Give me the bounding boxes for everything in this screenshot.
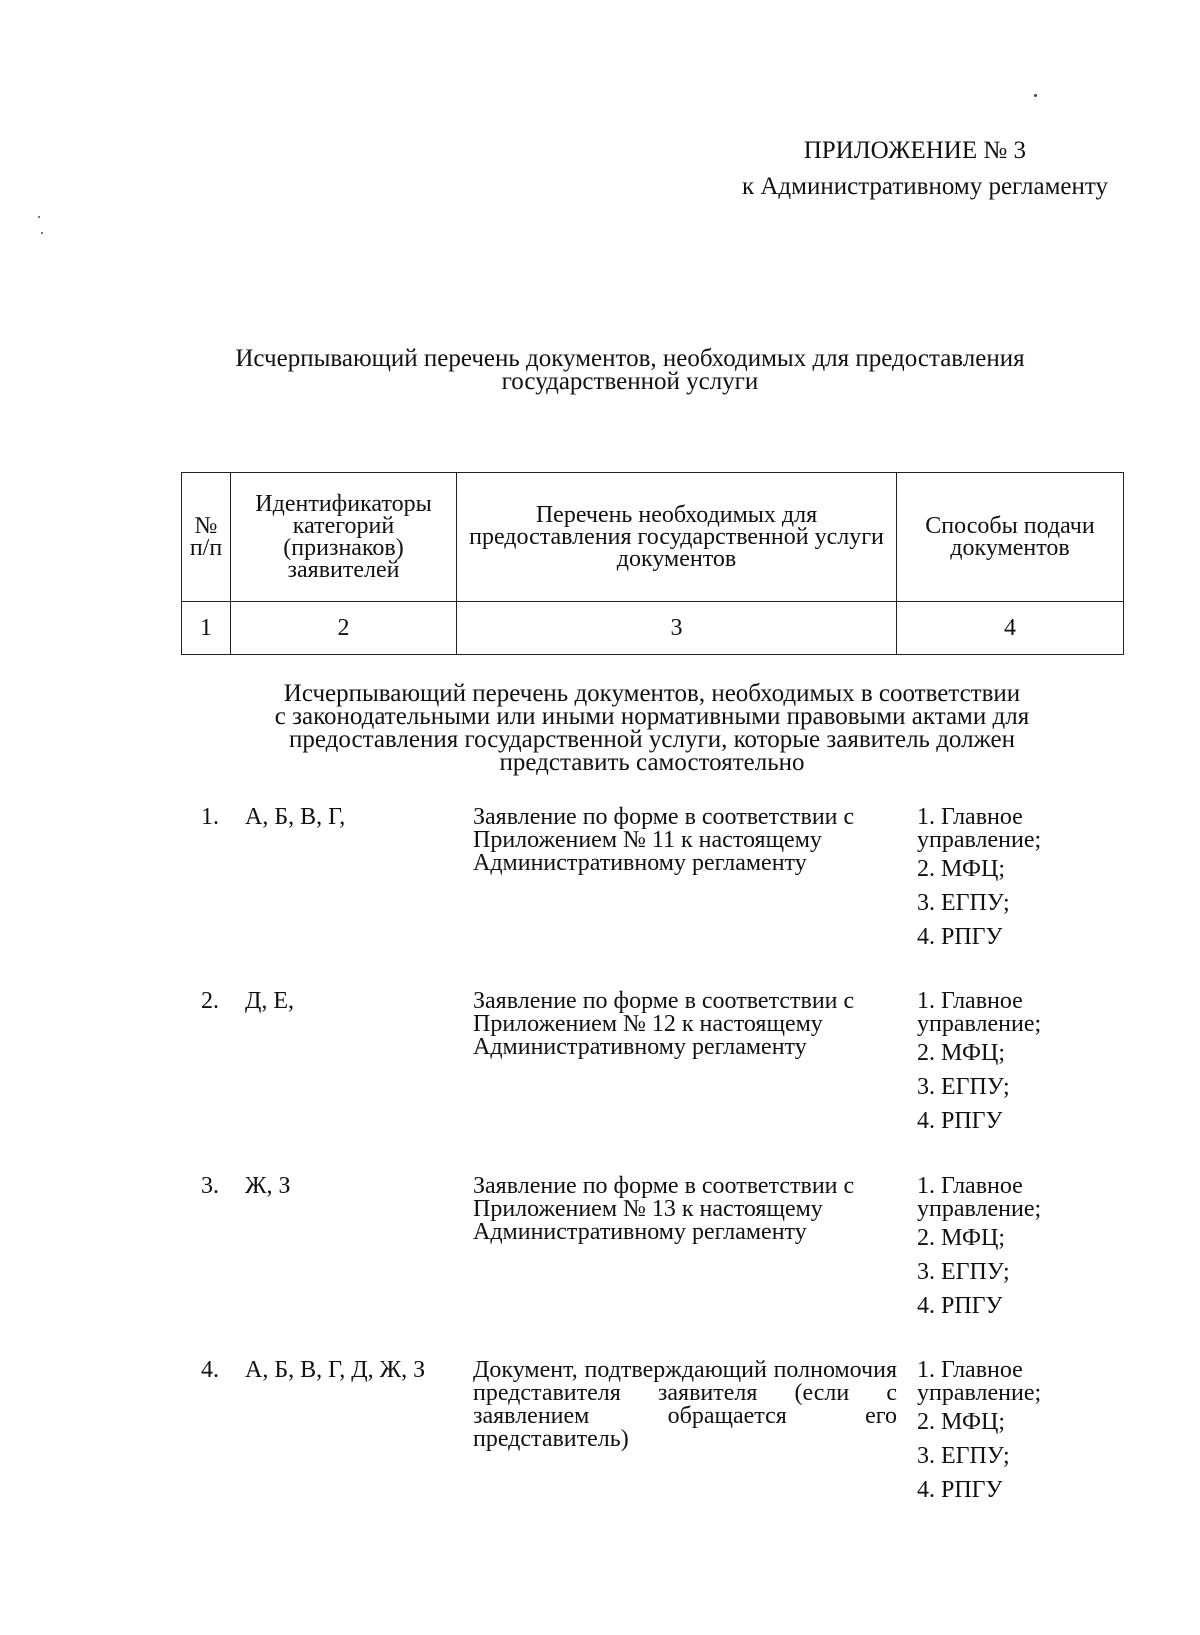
- section-title-line: с законодательными или иными нормативными правовыми актами для: [274, 703, 1030, 730]
- submission-way: 2. МФЦ;: [917, 856, 1005, 882]
- submission-way: 2. МФЦ;: [917, 1040, 1005, 1066]
- section-title: [181, 682, 1123, 774]
- submission-way: 1. Главное управление;: [917, 988, 1042, 1037]
- submission-way: 1. Главное управление;: [917, 1357, 1042, 1406]
- row-submission-ways: [917, 1359, 1123, 1507]
- row-document: Заявление по форме в соответствии с Приложением № 11 к настоящему Административному регламенту: [473, 804, 855, 876]
- submission-way: 2. МФЦ;: [917, 1409, 1005, 1435]
- document-header: [742, 133, 1108, 205]
- row-categories: А, Б, В, Г,: [245, 804, 346, 830]
- column-number: 4: [897, 602, 1124, 655]
- row-number: 4.: [201, 1357, 219, 1383]
- appendix-number: ПРИЛОЖЕНИЕ № 3: [803, 137, 1026, 164]
- scan-speck: [38, 216, 40, 218]
- submission-way: 4. РПГУ: [917, 1477, 1003, 1503]
- submission-way: 4. РПГУ: [917, 924, 1003, 950]
- title-line: государственной услуги: [501, 368, 759, 395]
- row-categories: Д, Е,: [245, 988, 295, 1014]
- column-number: 3: [457, 602, 897, 655]
- column-number: 1: [182, 602, 231, 655]
- submission-way: 2. МФЦ;: [917, 1225, 1005, 1251]
- submission-way: 4. РПГУ: [917, 1108, 1003, 1134]
- row-number: 2.: [201, 988, 219, 1014]
- regulation-reference: к Административному регламенту: [741, 173, 1108, 200]
- submission-way: 1. Главное управление;: [917, 804, 1042, 853]
- column-number: 2: [231, 602, 457, 655]
- column-header-categories: Идентификаторы категорий (признаков) заявителей: [231, 473, 457, 602]
- document-title: [150, 347, 1110, 393]
- scan-speck: [1034, 94, 1037, 97]
- submission-way: 1. Главное управление;: [917, 1173, 1042, 1222]
- row-number: 1.: [201, 804, 219, 830]
- submission-way: 3. ЕГПУ;: [917, 890, 1010, 916]
- scan-speck: [41, 232, 43, 234]
- row-categories: А, Б, В, Г, Д, Ж, З: [245, 1357, 426, 1383]
- row-document: Документ, подтверждающий полномочия представителя заявителя (если с заявлением обращается его представитель): [473, 1357, 897, 1452]
- column-header-documents: Перечень необходимых для предоставления государственной услуги документов: [457, 473, 897, 602]
- column-header-number: № п/п: [182, 473, 231, 602]
- row-document: Заявление по форме в соответствии с Приложением № 12 к настоящему Административному регламенту: [473, 988, 855, 1060]
- section-title-line: предоставления государственной услуги, которые заявитель должен: [289, 726, 1015, 753]
- submission-way: 3. ЕГПУ;: [917, 1443, 1010, 1469]
- submission-way: 3. ЕГПУ;: [917, 1259, 1010, 1285]
- row-number: 3.: [201, 1173, 219, 1199]
- row-submission-ways: [917, 990, 1123, 1138]
- row-categories: Ж, З: [245, 1173, 291, 1199]
- row-submission-ways: [917, 1175, 1123, 1323]
- section-title-line: представить самостоятельно: [499, 749, 805, 776]
- submission-way: 4. РПГУ: [917, 1293, 1003, 1319]
- title-line: Исчерпывающий перечень документов, необходимых для предоставления: [235, 345, 1025, 372]
- column-header-submission: Способы подачи документов: [897, 473, 1124, 602]
- row-document: Заявление по форме в соответствии с Приложением № 13 к настоящему Административному регламенту: [473, 1173, 855, 1245]
- section-title-line: Исчерпывающий перечень документов, необходимых в соответствии: [283, 680, 1021, 707]
- row-submission-ways: [917, 806, 1123, 954]
- submission-way: 3. ЕГПУ;: [917, 1074, 1010, 1100]
- header-table: [181, 472, 1124, 655]
